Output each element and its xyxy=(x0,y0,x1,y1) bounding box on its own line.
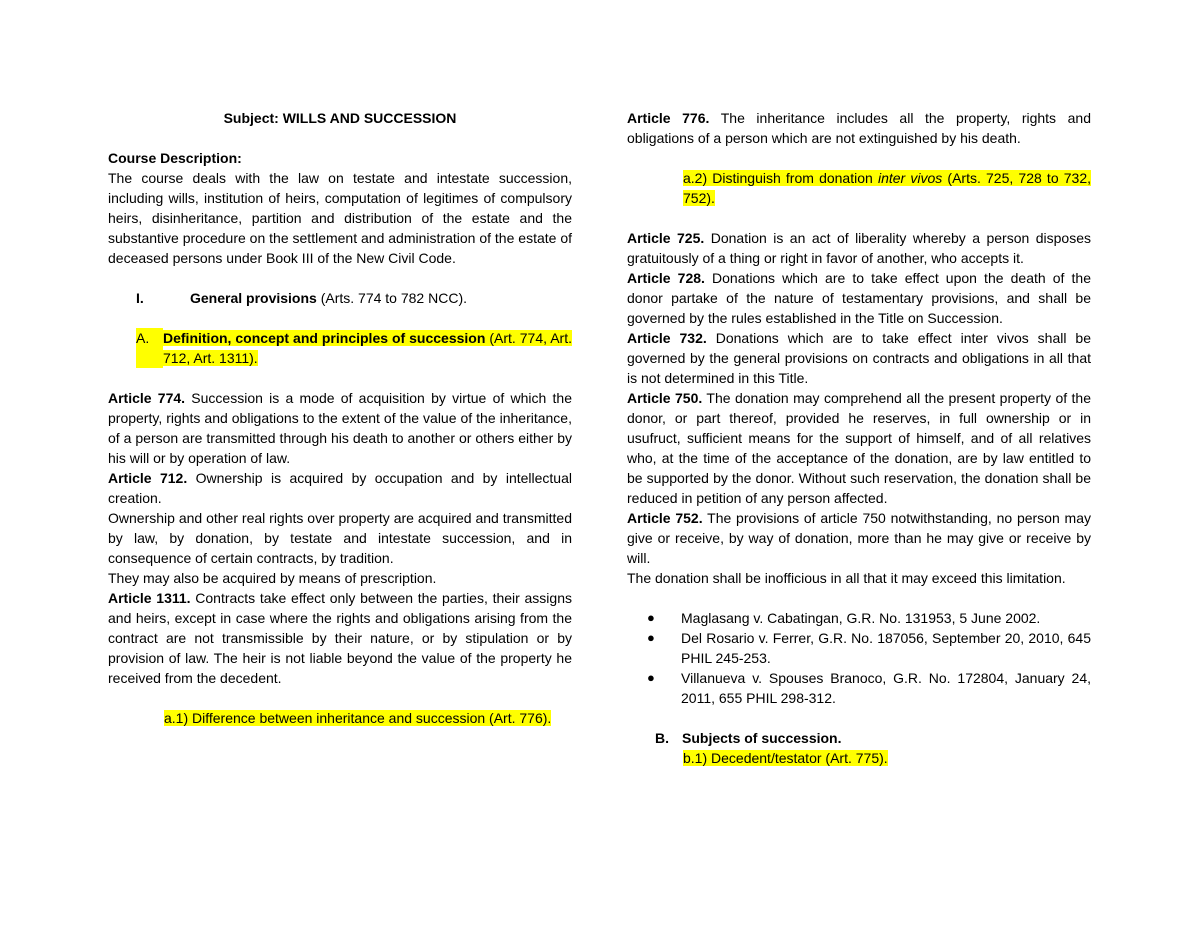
article-752: Article 752. The provisions of article 750 notwithstanding, no person may give or receive, by way of donation, more than he may give or receive by will. xyxy=(627,510,1091,566)
subsection-a-heading: Definition, concept and principles of succession (Art. 774, Art. 712, Art. 1311). xyxy=(163,330,572,366)
bullet-icon: ● xyxy=(647,630,655,645)
subsection-b xyxy=(627,728,1091,748)
case-list xyxy=(627,608,1091,708)
item-b1: b.1) Decedent/testator (Art. 775). xyxy=(683,750,888,766)
article-732: Article 732. Donations which are to take effect inter vivos shall be governed by the general provisions on contracts and obligations in all that is not determined in this Title. xyxy=(627,330,1091,386)
list-item: ● Del Rosario v. Ferrer, G.R. No. 187056, September 20, 2010, 645 PHIL 245-253. xyxy=(647,630,1091,666)
bullet-icon: ● xyxy=(647,670,655,685)
subsection-a-number: A. xyxy=(136,328,163,368)
subsection-a xyxy=(108,328,572,368)
article-728: Article 728. Donations which are to take effect upon the death of the donor partake of the nature of testamentary provisions, and shall be governed by the rules established in the Title on Succession. xyxy=(627,270,1091,326)
list-item: ● Villanueva v. Spouses Branoco, G.R. No. 172804, January 24, 2011, 655 PHIL 298-312. xyxy=(647,670,1091,706)
section-general-provisions xyxy=(108,288,572,308)
course-description-label: Course Description: xyxy=(108,150,242,166)
article-750: Article 750. The donation may comprehend all the present property of the donor, or part thereof, provided he reserves, in full ownership or in usufruct, sufficient means for the support of himself, and of all relatives who, at the time of the acceptance of the donation, are by law entitled to be supported by the donor. Without such reservation, the donation shall be reduced in petition of any person affected. xyxy=(627,390,1091,506)
subsection-b-heading: Subjects of succession. xyxy=(682,730,842,746)
article-774: Article 774. Succession is a mode of acquisition by virtue of which the property, rights and obligations to the extent of the value of the inheritance, of a person are transmitted through his death to another or others either by his will or by operation of law. xyxy=(108,390,572,466)
item-a2: a.2) Distinguish from donation inter vivos (Arts. 725, 728 to 732, 752). xyxy=(683,170,1092,206)
article-725: Article 725. Donation is an act of liberality whereby a person disposes gratuitously of a thing or right in favor of another, who accepts it. xyxy=(627,230,1091,266)
list-item: ● Maglasang v. Cabatingan, G.R. No. 131953, 5 June 2002. xyxy=(647,610,1041,626)
section-number: I. xyxy=(136,290,144,306)
article-712: Article 712. Ownership is acquired by occupation and by intellectual creation. xyxy=(108,470,572,506)
subject-title: Subject: WILLS AND SUCCESSION xyxy=(223,110,457,126)
article-712-paragraph-2: Ownership and other real rights over property are acquired and transmitted by law, by donation, by testate and intestate succession, and in consequence of certain contracts, by tradition. xyxy=(108,510,572,566)
left-column xyxy=(108,108,572,728)
article-712-paragraph-3: They may also be acquired by means of prescription. xyxy=(108,570,437,586)
article-1311: Article 1311. Contracts take effect only between the parties, their assigns and heirs, except in case where the rights and obligations arising from the contract are not transmissible by their nature, or by stipulation or by provision of law. The heir is not liable beyond the value of the property he received from the decedent. xyxy=(108,590,572,686)
bullet-icon: ● xyxy=(647,610,655,625)
article-752-paragraph-2: The donation shall be inofficious in all that it may exceed this limitation. xyxy=(627,570,1066,586)
course-description-text: The course deals with the law on testate and intestate succession, including wills, institution of heirs, computation of legitimes of compulsory heirs, disinheritance, partition and distribution of the estate and the substantive procedure on the settlement and administration of the estate of deceased persons under Book III of the New Civil Code. xyxy=(108,170,572,266)
item-a1: a.1) Difference between inheritance and succession (Art. 776). xyxy=(164,710,552,726)
article-776: Article 776. The inheritance includes all the property, rights and obligations of a person which are not extinguished by his death. xyxy=(627,110,1091,146)
section-heading: General provisions (Arts. 774 to 782 NCC). xyxy=(190,290,467,306)
right-column xyxy=(627,108,1091,768)
subsection-b-number: B. xyxy=(655,730,669,746)
